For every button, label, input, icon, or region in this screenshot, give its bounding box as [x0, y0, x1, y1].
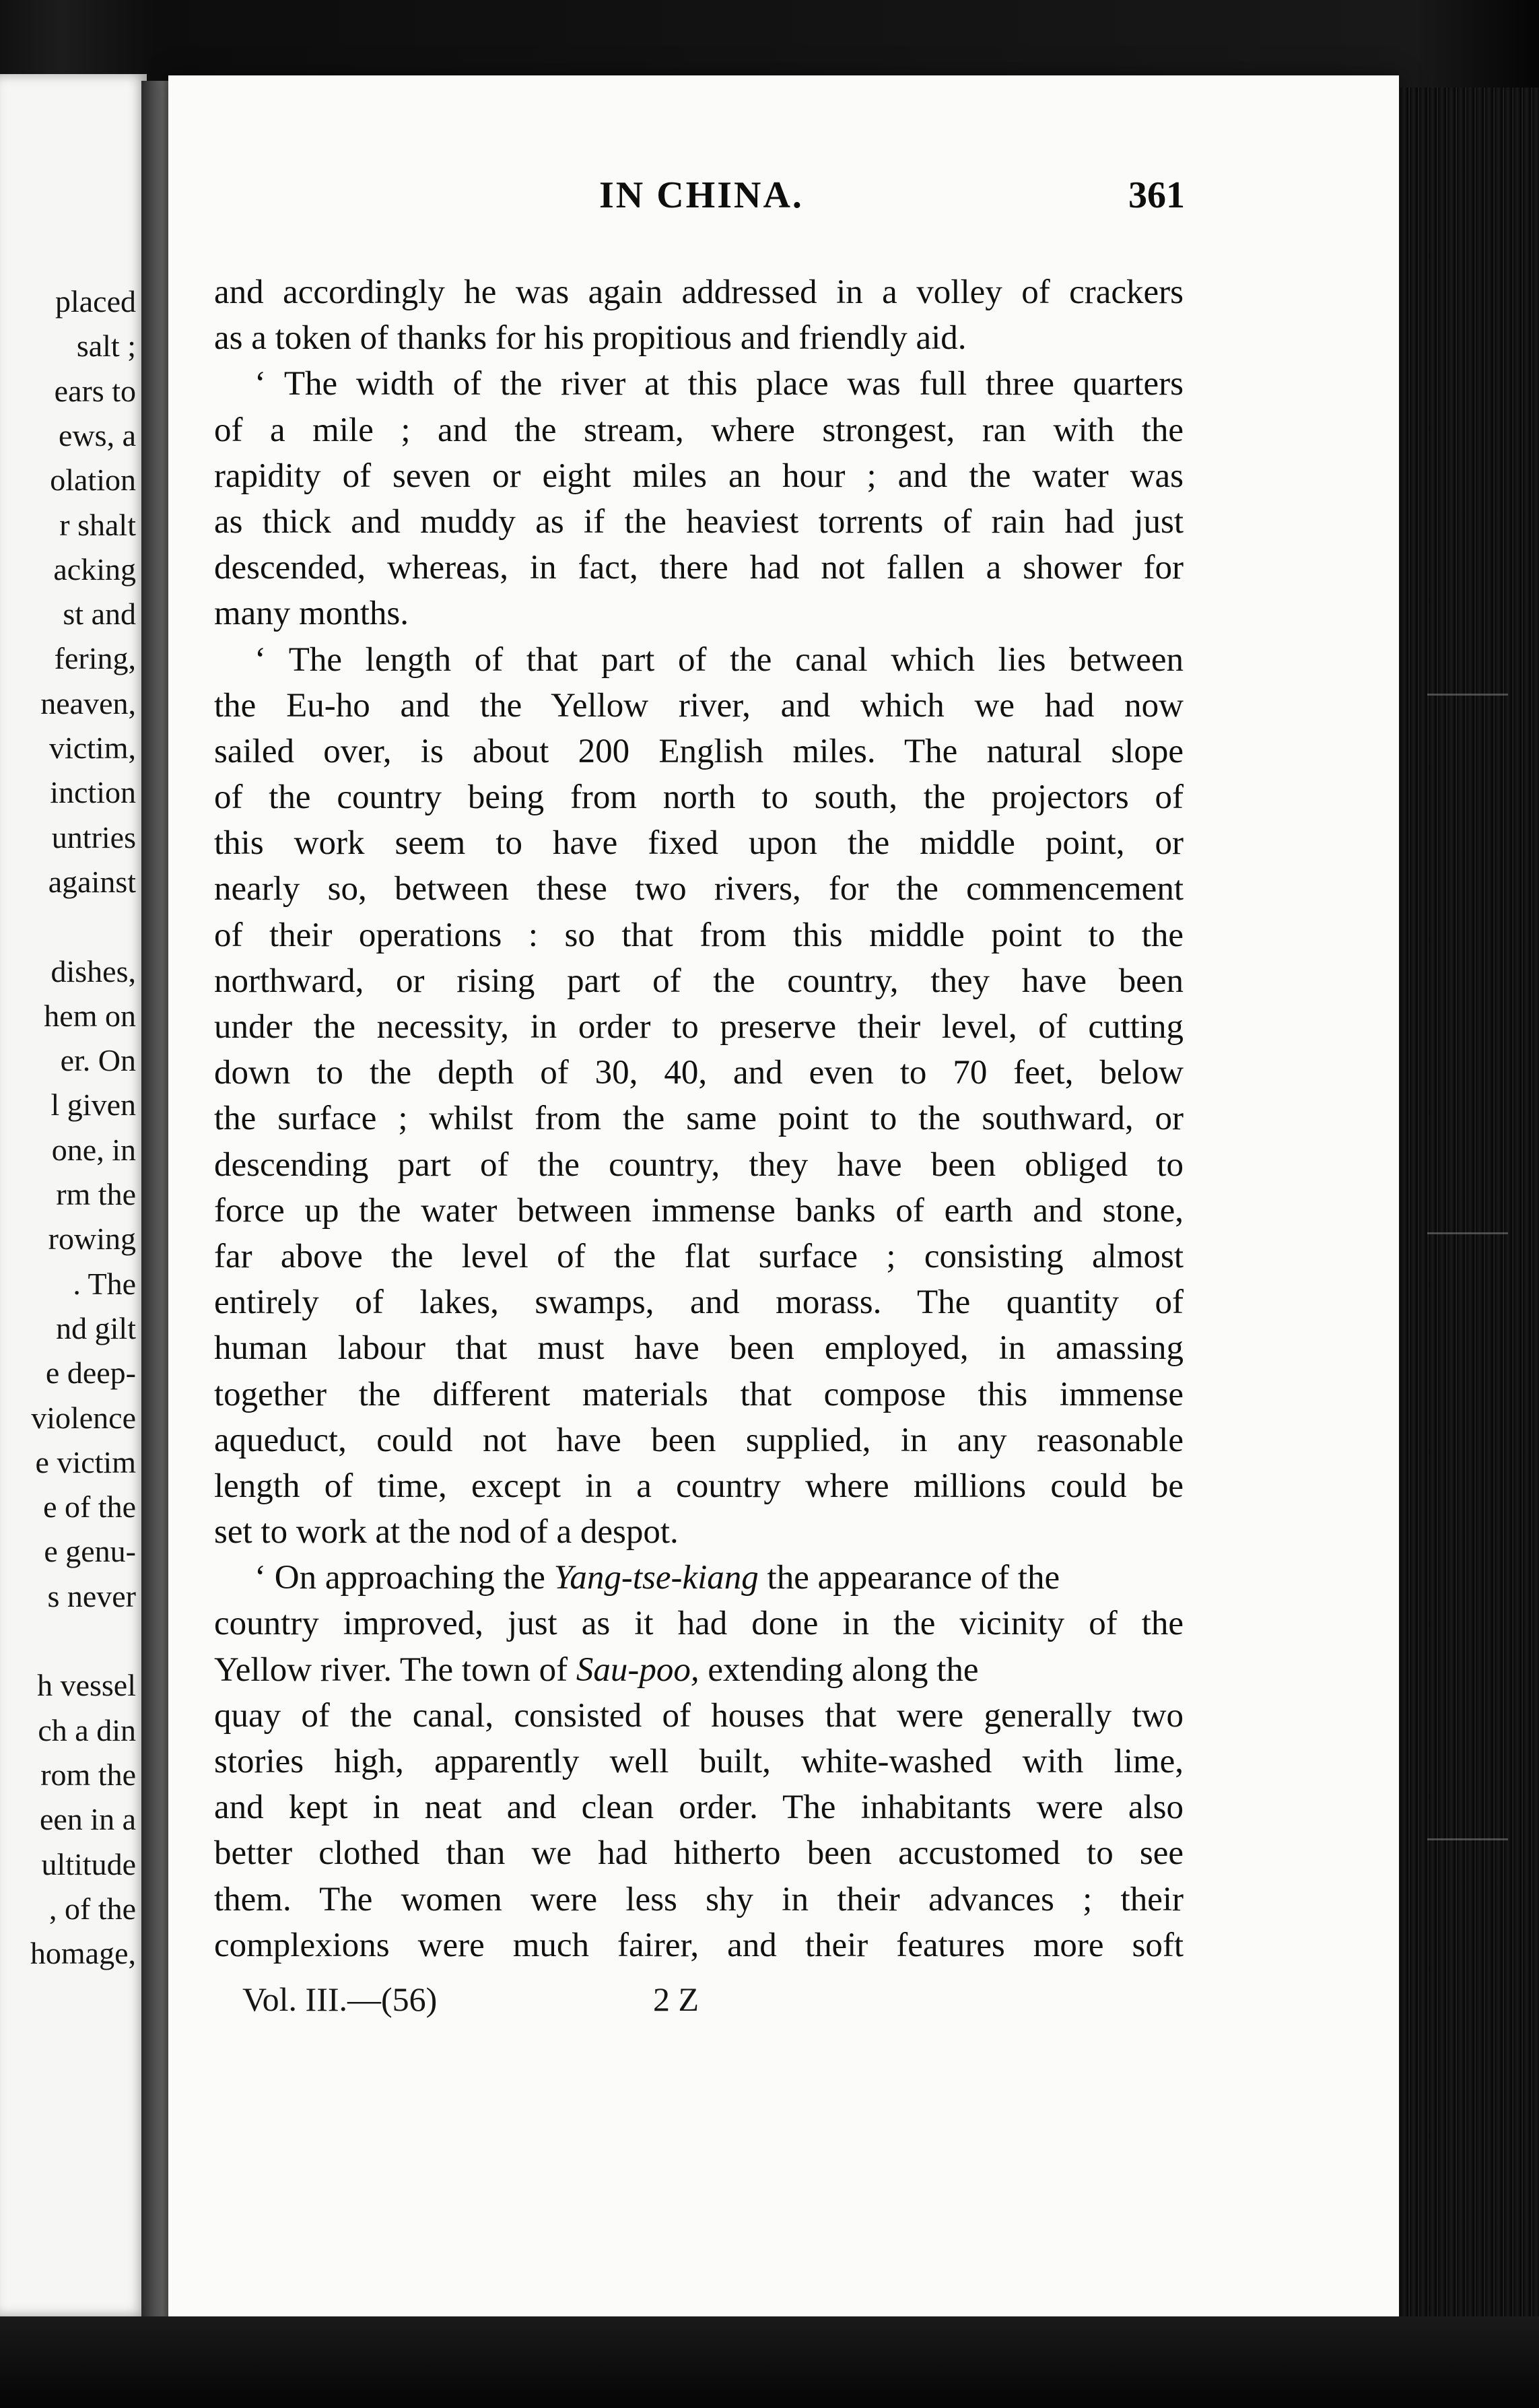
text-line: as thick and muddy as if the heaviest torrents of rain had just	[214, 502, 1184, 541]
facing-page-fragment: rom the	[40, 1757, 136, 1792]
facing-page-fragment: een in a	[39, 1802, 136, 1837]
italic-place-name: Yang-tse-kiang	[553, 1559, 759, 1597]
italic-place-name: Sau-poo,	[576, 1650, 699, 1689]
text-line: complexions were much fairer, and their features more soft	[214, 1926, 1184, 1964]
text-line: this work seem to have fixed upon the middle point, or	[214, 824, 1184, 863]
facing-page-fragment: ews, a	[59, 417, 136, 453]
page-fore-edge	[1400, 88, 1539, 2323]
text-line: the Eu-ho and the Yellow river, and which we had now	[214, 686, 1184, 725]
facing-page-fragment: neaven,	[40, 685, 136, 721]
facing-page-fragment: h vessel	[37, 1668, 136, 1703]
facing-page-fragment: fering,	[54, 641, 136, 676]
text-line: them. The women were less shy in their advances ; their	[214, 1880, 1184, 1918]
text-line: down to the depth of 30, 40, and even to 70 feet, below	[214, 1054, 1184, 1092]
text-line: descended, whereas, in fact, there had not fallen a shower for	[214, 549, 1184, 587]
text-line: aqueduct, could not have been supplied, in any reasonable	[214, 1421, 1184, 1459]
facing-page-fragment: salt ;	[76, 329, 136, 364]
running-head	[404, 174, 1185, 234]
facing-page-fragment: e genu-	[44, 1534, 136, 1569]
text-run: ‘ On approaching the	[254, 1559, 554, 1597]
volume-signature: Vol. III.—(56)	[242, 1980, 438, 2018]
facing-page-fragment: homage,	[30, 1936, 136, 1971]
facing-page-fragment: violence	[31, 1400, 136, 1435]
text-line: northward, or rising part of the country, they have been	[214, 962, 1184, 1000]
facing-page-fragment: e of the	[43, 1490, 136, 1525]
text-line: set to work at the nod of a despot.	[214, 1513, 679, 1551]
text-line: ‘ The length of that part of the canal which lies between	[254, 640, 1184, 679]
facing-page-fragment: e victim	[35, 1444, 136, 1479]
facing-page-fragment: s never	[47, 1578, 136, 1613]
text-line: as a token of thanks for his propitious and friendly aid.	[214, 319, 967, 358]
page-heading: IN CHINA.	[599, 174, 804, 216]
facing-page-left	[0, 74, 147, 2316]
facing-page-fragment: hem on	[44, 998, 136, 1033]
text-line: force up the water between immense banks of earth and stone,	[214, 1191, 1184, 1230]
text-line: human labour that must have been employed, in amassing	[214, 1329, 1184, 1368]
text-line: rapidity of seven or eight miles an hour ; and the water was	[214, 457, 1184, 495]
text-run: extending along the	[699, 1650, 979, 1689]
text-line: ‘ The width of the river at this place was full three quarters	[254, 365, 1184, 403]
text-line: and kept in neat and clean order. The inhabitants were also	[214, 1788, 1184, 1827]
facing-page-fragment: e deep-	[45, 1356, 136, 1391]
text-line: together the different materials that compose this immense	[214, 1375, 1184, 1413]
text-line: country improved, just as it had done in the vicinity of the	[214, 1605, 1184, 1643]
facing-page-fragment: rm the	[56, 1177, 136, 1211]
facing-page-fragment: one, in	[51, 1132, 136, 1167]
text-line: of a mile ; and the stream, where strongest, ran with the	[214, 411, 1184, 449]
facing-page-fragment: rowing	[48, 1222, 136, 1257]
text-line: descending part of the country, they have been obliged to	[214, 1145, 1184, 1184]
text-line	[214, 1555, 1184, 1601]
facing-page-fragment: placed	[55, 284, 136, 319]
text-line	[214, 1647, 1184, 1693]
text-line: quay of the canal, consisted of houses that were generally two	[214, 1696, 1184, 1735]
facing-page-fragment: er. On	[60, 1043, 136, 1078]
facing-page-fragment: victim,	[48, 731, 136, 765]
text-line: length of time, except in a country where millions could be	[214, 1467, 1184, 1505]
facing-page-fragment: nd gilt	[56, 1310, 136, 1345]
page-number: 361	[1128, 174, 1185, 216]
facing-page-fragment: ultitude	[41, 1846, 136, 1881]
text-line: under the necessity, in order to preserve their level, of cutting	[214, 1008, 1184, 1046]
text-line: many months.	[214, 595, 409, 633]
text-run: the appearance of the	[758, 1559, 1060, 1597]
facing-page-fragment: l given	[50, 1088, 136, 1123]
text-line: of the country being from north to south, the projectors of	[214, 778, 1184, 817]
facing-page-fragment: untries	[51, 820, 136, 855]
text-line: of their operations : so that from this middle point to the	[214, 916, 1184, 954]
facing-page-fragment: against	[48, 864, 136, 899]
facing-page-fragment: olation	[50, 463, 136, 498]
text-line: the surface ; whilst from the same point to the southward, or	[214, 1100, 1184, 1138]
facing-page-fragment: ch a din	[38, 1712, 136, 1747]
facing-page-fragment: , of the	[48, 1891, 136, 1926]
text-line: stories high, apparently well built, white-washed with lime,	[214, 1743, 1184, 1780]
facing-page-fragment: st and	[63, 597, 136, 632]
scan-bottom-edge	[0, 2316, 1539, 2408]
text-run: Yellow river. The town of	[214, 1650, 576, 1689]
text-line: and accordingly he was again addressed in a volley of crackers	[214, 273, 1184, 311]
text-line: nearly so, between these two rivers, for the commencement	[214, 870, 1184, 908]
text-line: entirely of lakes, swamps, and morass. The quantity of	[214, 1283, 1184, 1322]
text-line: better clothed than we had hitherto been accustomed to see	[214, 1834, 1184, 1873]
facing-page-fragment: . The	[73, 1266, 136, 1301]
body-text	[214, 269, 1184, 1968]
facing-page-fragment: acking	[53, 551, 136, 587]
facing-page-fragment: inction	[50, 775, 136, 810]
text-line: sailed over, is about 200 English miles. The natural slope	[214, 732, 1184, 770]
printer-signature: 2 Z	[653, 1980, 699, 2018]
facing-page-fragment: ears to	[54, 373, 136, 408]
page-footer	[242, 1980, 781, 2027]
facing-page-fragment: dishes,	[50, 954, 136, 989]
facing-page-fragment: r shalt	[59, 507, 136, 542]
text-line: far above the level of the flat surface ; consisting almost	[214, 1237, 1184, 1275]
